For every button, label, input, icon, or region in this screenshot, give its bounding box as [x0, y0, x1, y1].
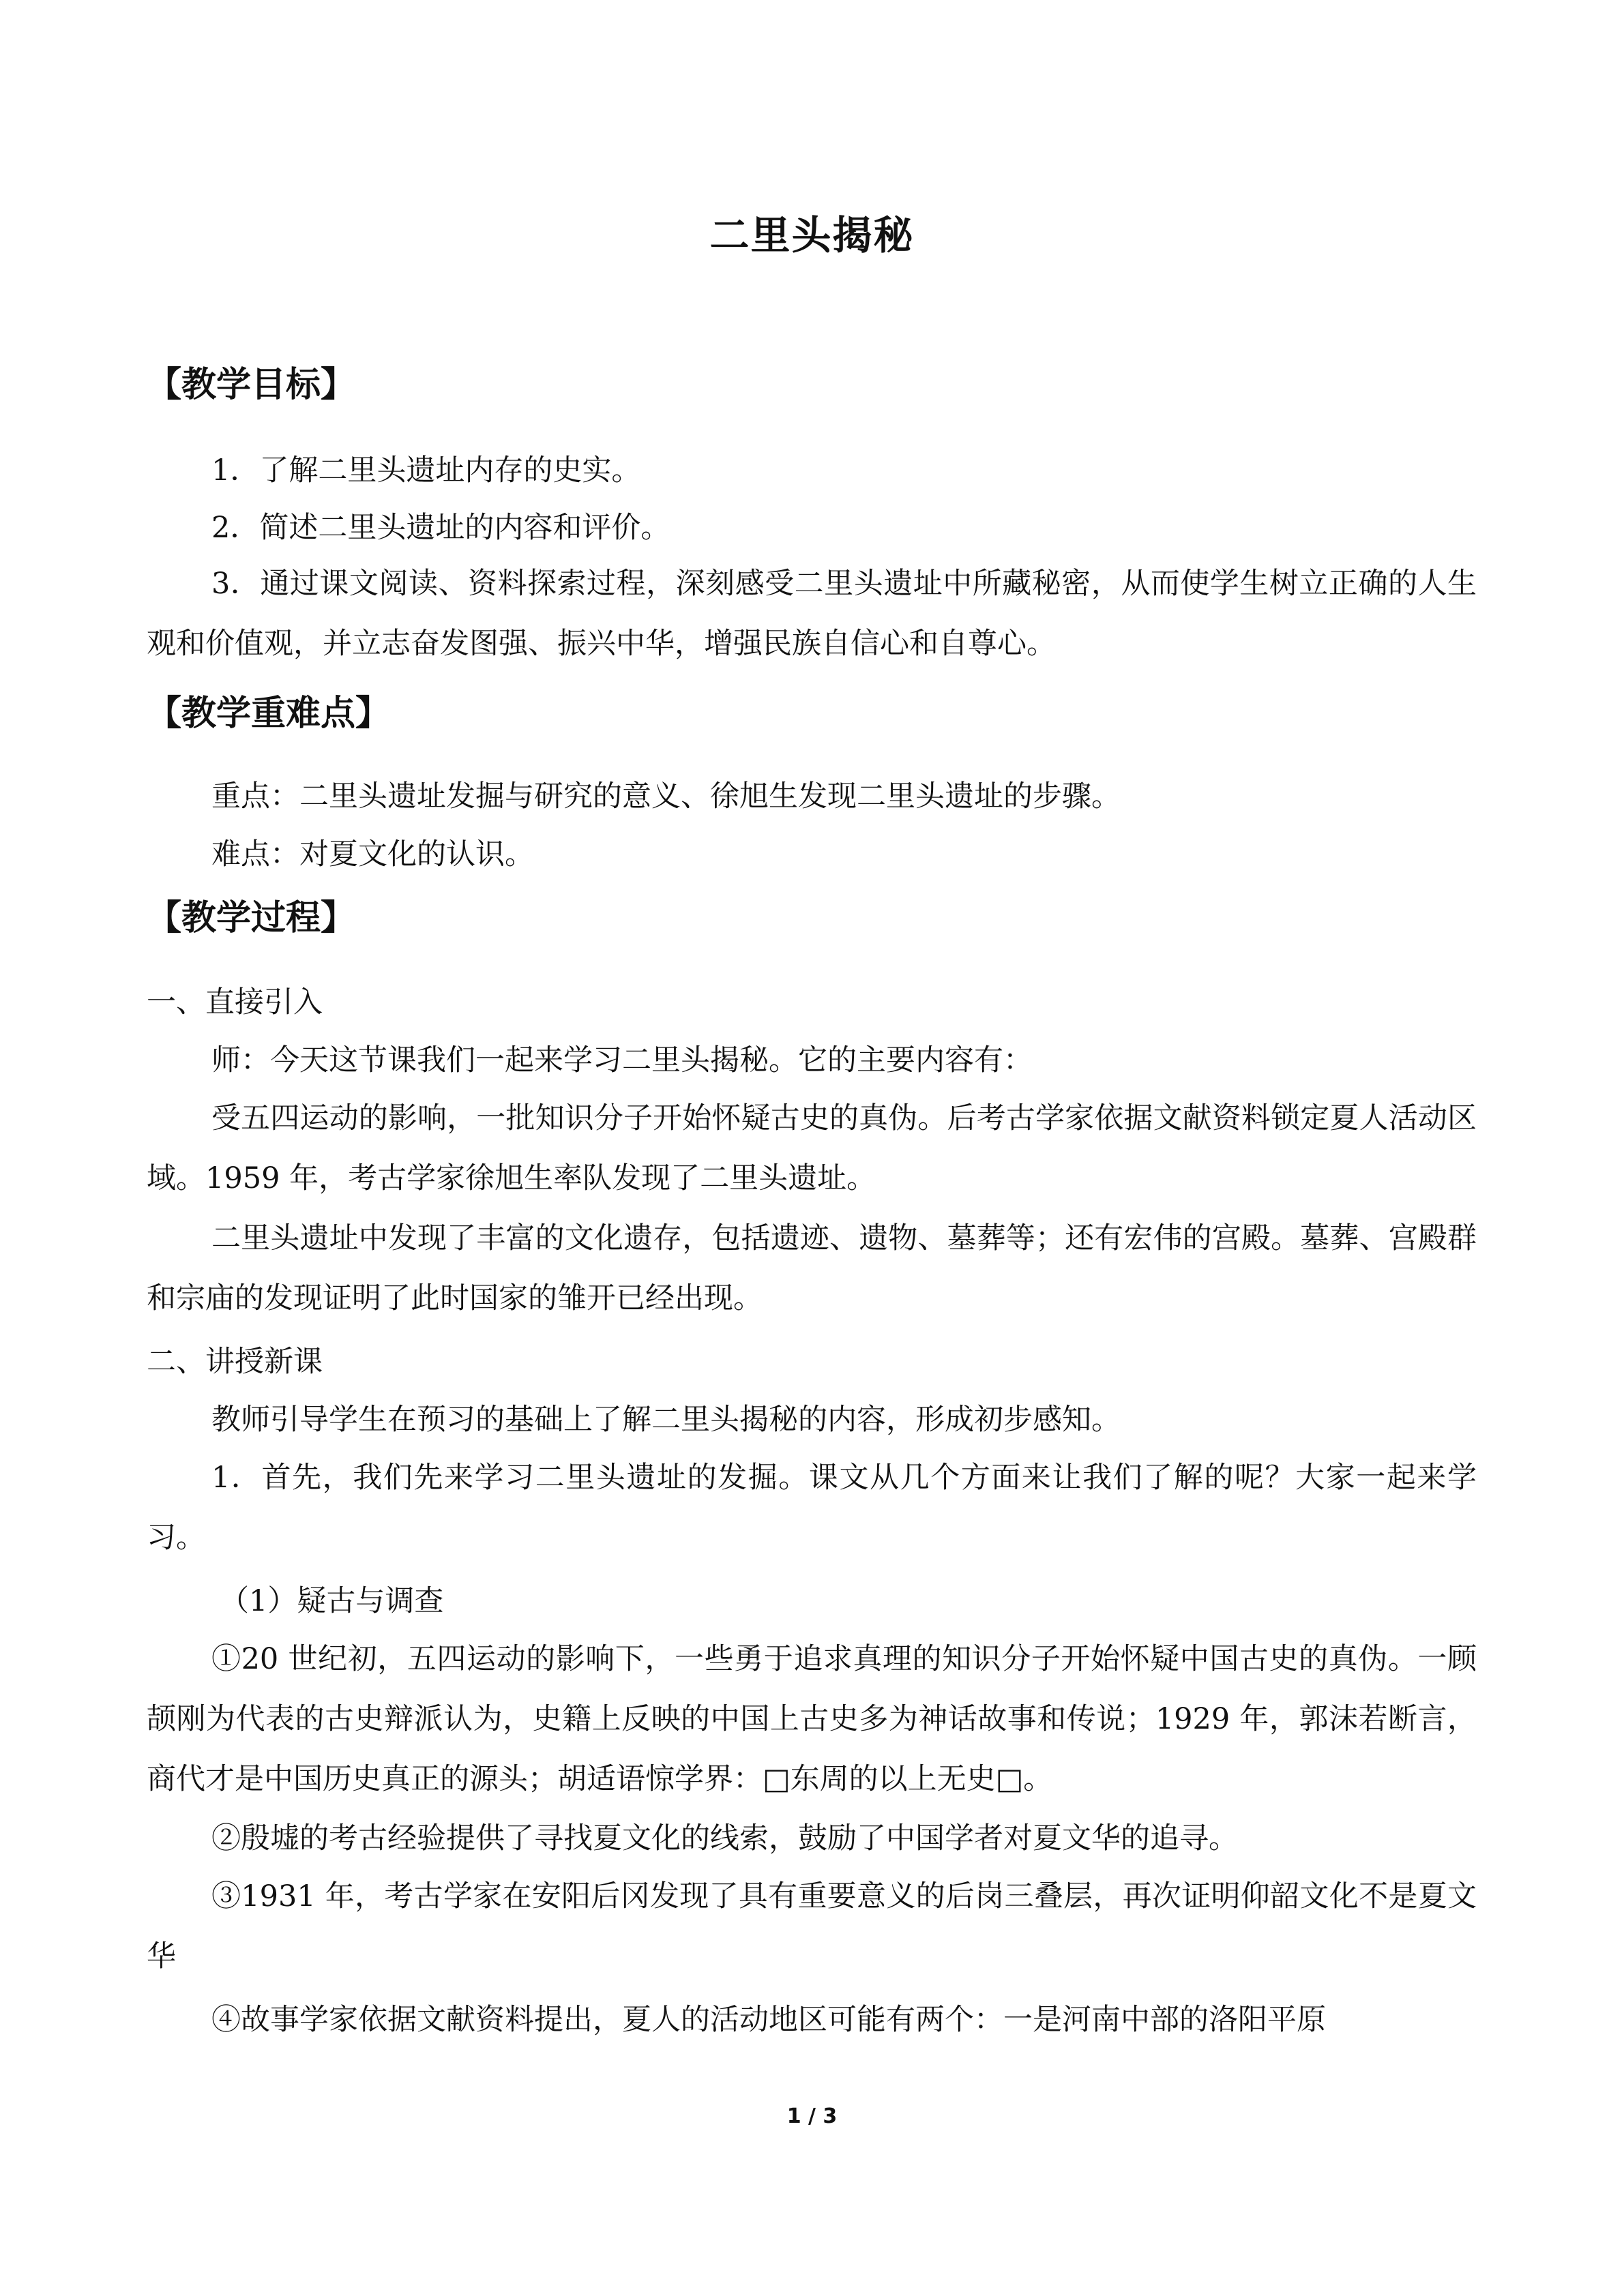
goal-item-2: 2．简述二里头遗址的内容和评价。 [211, 511, 670, 545]
process-part1-para-3: 二里头遗址中发现了丰富的文化遗存，包括遗迹、遗物、墓葬等；还有宏伟的宫殿。墓葬、宫殿群和宗庙的发现证明了此时国家的雏开已经出现。 [147, 1221, 1477, 1315]
process-part2-para-6: ④故事学家依据文献资料提出，夏人的活动地区可能有两个：一是河南中部的洛阳平原 [211, 2003, 1326, 2037]
section-heading-process: 【教学过程】 [147, 898, 356, 938]
goal-item-3: 3．通过课文阅读、资料探索过程，深刻感受二里头遗址中所藏秘密，从而使学生树立正确的人生观和价值观，并立志奋发图强、振兴中华，增强民族自信心和自尊心。 [147, 567, 1477, 661]
process-part2-para-1: 教师引导学生在预习的基础上了解二里头揭秘的内容，形成初步感知。 [211, 1403, 1121, 1437]
goal-item-1: 1．了解二里头遗址内存的史实。 [211, 453, 641, 488]
process-part2-para-4: ②殷墟的考古经验提供了寻找夏文化的线索，鼓励了中国学者对夏文华的追寻。 [211, 1821, 1238, 1855]
process-part1-para-2: 受五四运动的影响，一批知识分子开始怀疑古史的真伪。后考古学家依据文献资料锁定夏人活动区域。1959 年，考古学家徐旭生率队发现了二里头遗址。 [147, 1101, 1477, 1195]
document-title: 二里头揭秘 [709, 212, 915, 258]
process-part1-para-1: 师：今天这节课我们一起来学习二里头揭秘。它的主要内容有： [211, 1043, 1033, 1077]
process-part2-para-2: 1．首先，我们先来学习二里头遗址的发掘。课文从几个方面来让我们了解的呢？大家一起来学习。 [147, 1461, 1477, 1555]
key-point-difficulty: 难点：对夏文化的认识。 [211, 837, 534, 871]
process-part1-title: 一、直接引入 [147, 985, 323, 1019]
process-subsection-title: （1）疑古与调查 [220, 1584, 444, 1618]
page-number: 1 / 3 [786, 2104, 838, 2128]
key-point-focus: 重点：二里头遗址发掘与研究的意义、徐旭生发现二里头遗址的步骤。 [211, 779, 1121, 814]
process-part2-para-5: ③1931 年，考古学家在安阳后冈发现了具有重要意义的后岗三叠层，再次证明仰韶文化不是夏文华 [147, 1879, 1477, 1973]
section-heading-goals: 【教学目标】 [147, 365, 356, 405]
section-heading-key-points: 【教学重难点】 [147, 694, 391, 734]
process-part2-para-3: ①20 世纪初，五四运动的影响下，一些勇于追求真理的知识分子开始怀疑中国古史的真伪。一顾颉刚为代表的古史辩派认为，史籍上反映的中国上古史多为神话故事和传说；1929 年，郭沫若断言，商代才是中国历史真正的源头；胡适语惊学界：□东周的以上无史□。 [147, 1642, 1477, 1796]
process-part2-title: 二、讲授新课 [147, 1345, 323, 1379]
